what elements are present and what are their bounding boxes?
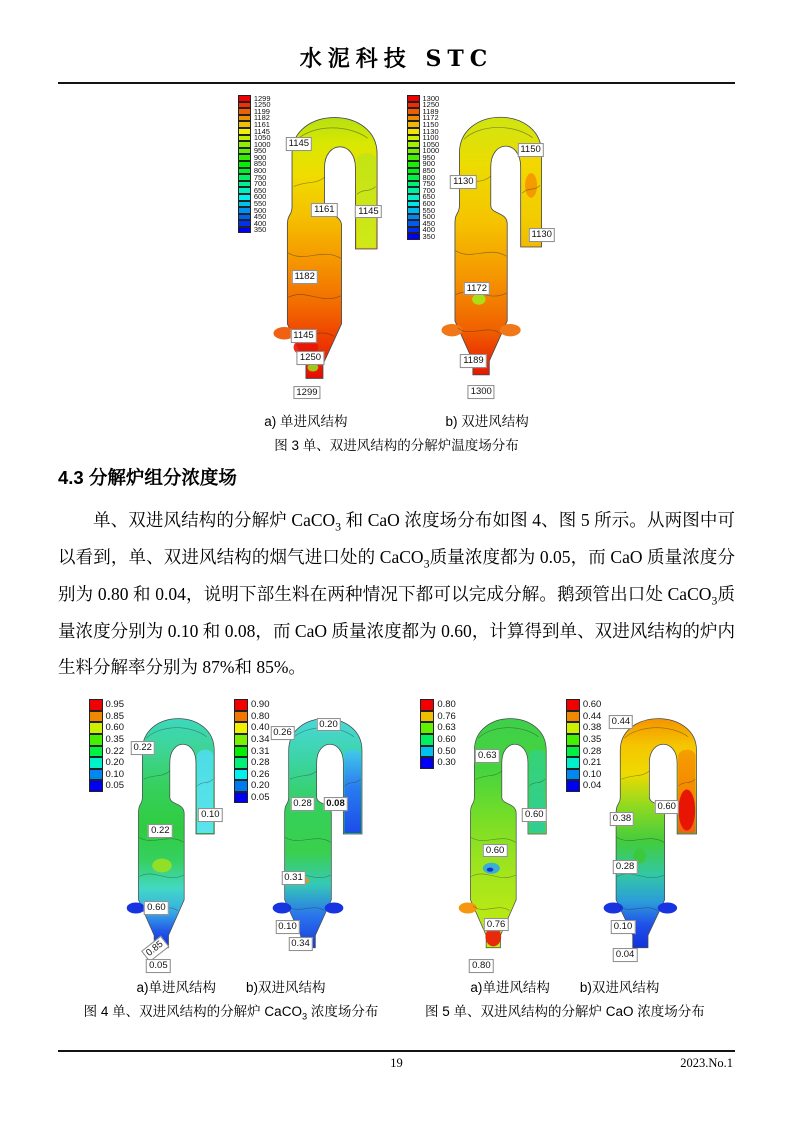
colorbar-tick: 850 <box>422 166 436 176</box>
colorbar-row <box>89 722 125 734</box>
colorbar-tick: 1050 <box>253 133 271 143</box>
colorbar-tick: 550 <box>422 205 436 215</box>
colorbar-swatch <box>238 154 251 161</box>
colorbar-tick: 0.10 <box>105 768 124 780</box>
contour-label: 0.20 <box>316 718 341 732</box>
colorbar-tick: 700 <box>422 185 436 195</box>
colorbar-swatch <box>238 187 251 194</box>
air-inlet-wing <box>658 903 677 914</box>
contour-label: 0.38 <box>610 812 635 826</box>
colorbar-swatch <box>238 115 251 122</box>
colorbar-fig4a <box>89 699 125 792</box>
figure3-subcaptions <box>0 410 793 430</box>
colorbar-tick: 0.50 <box>437 745 456 757</box>
colorbar-tick: 0.05 <box>251 791 270 803</box>
colorbar-row <box>566 780 602 792</box>
colorbar-swatch <box>407 207 420 214</box>
figure4-title-text: 浓度场分布 <box>307 1004 379 1020</box>
figure4-caption-b: b)双进风结构 <box>246 980 326 996</box>
colorbar-swatch <box>238 194 251 201</box>
colorbar-row <box>420 699 456 711</box>
figure4-panel-b <box>234 697 374 971</box>
colorbar-tick: 350 <box>422 232 436 242</box>
contour-label: 1145 <box>355 205 381 219</box>
colorbar-row <box>420 734 456 746</box>
colorbar-swatch <box>407 187 420 194</box>
colorbar-swatch <box>89 711 103 723</box>
air-inlet-wing <box>272 903 291 914</box>
colorbar-tick: 0.60 <box>582 699 602 711</box>
contour-label: 0.63 <box>475 749 500 763</box>
colorbar-tick: 1150 <box>422 119 439 129</box>
colorbar-row <box>89 769 125 781</box>
colorbar-tick: 500 <box>422 212 436 222</box>
colorbar-swatch <box>566 769 580 781</box>
colorbar-swatch <box>407 102 420 109</box>
contour-label: 0.10 <box>611 920 636 934</box>
colorbar-row <box>234 757 270 769</box>
colorbar-tick: 0.30 <box>437 757 456 769</box>
contour-label: 1145 <box>286 138 312 152</box>
colorbar-tick: 0.31 <box>251 745 270 757</box>
colorbar-tick: 950 <box>422 152 436 162</box>
colorbar-row <box>566 734 602 746</box>
subscript: 3 <box>423 556 430 571</box>
colorbar-tick: 0.35 <box>582 733 602 745</box>
colorbar-tick: 900 <box>253 152 267 162</box>
colorbar-tick: 500 <box>253 205 267 215</box>
colorbar-tick: 1250 <box>422 100 440 110</box>
contour-label: 1172 <box>464 282 490 296</box>
colorbar-swatch <box>407 233 420 240</box>
figure4-title-text: 图 4 单、双进风结构的分解炉 CaCO <box>83 1004 302 1020</box>
colorbar-swatch <box>420 746 434 758</box>
page-header <box>0 0 793 73</box>
contour-plot-fig3b <box>443 93 555 401</box>
colorbar-row <box>566 769 602 781</box>
colorbar-tick: 0.35 <box>105 733 124 745</box>
contour-label: 1250 <box>297 351 324 365</box>
contour-label: 1145 <box>290 329 316 343</box>
colorbar-row <box>234 769 270 781</box>
figure5-title: 图 5 单、双进风结构的分解炉 CaO 浓度场分布 <box>424 1004 705 1020</box>
colorbar-tick: 0.63 <box>437 722 456 734</box>
colorbar-tick: 1050 <box>422 139 440 149</box>
colorbar-tick: 900 <box>422 159 436 169</box>
colorbar-swatch <box>566 699 580 711</box>
colorbar-swatch <box>238 207 251 214</box>
colorbar-tick: 1299 <box>253 93 271 103</box>
issue-number: 2023.No.1 <box>680 1056 733 1070</box>
contour-label: 1299 <box>293 386 320 400</box>
colorbar-swatch <box>407 181 420 188</box>
colorbar-swatch <box>89 746 103 758</box>
colorbar-tick: 0.95 <box>105 699 124 711</box>
colorbar-tick: 600 <box>422 199 436 209</box>
colorbar-swatch <box>407 95 420 102</box>
colorbar-tick: 750 <box>253 172 267 182</box>
colorbar-row <box>234 699 270 711</box>
colorbar-swatch <box>238 168 251 175</box>
colorbar-row <box>566 699 602 711</box>
contour-label: 0.08 <box>323 797 348 811</box>
colorbar-swatch <box>238 214 251 221</box>
contour-plot-fig4b <box>274 697 374 971</box>
colorbar-swatch <box>89 699 103 711</box>
contour-label: 0.26 <box>270 726 295 740</box>
colorbar-row <box>89 699 125 711</box>
air-inlet-wing <box>500 324 521 336</box>
colorbar-swatch <box>407 214 420 221</box>
colorbar-tick: 0.26 <box>251 768 270 780</box>
colorbar-fig5a <box>420 699 456 769</box>
subscript: 3 <box>335 519 342 534</box>
colorbar-swatch <box>89 757 103 769</box>
figure4-subcaptions <box>136 976 325 996</box>
colorbar-tick: 550 <box>253 199 267 209</box>
colorbar-tick: 0.38 <box>582 722 602 734</box>
colorbar-swatch <box>89 769 103 781</box>
figure5-caption-a: a)单进风结构 <box>470 980 550 996</box>
colorbar-tick: 0.76 <box>437 710 456 722</box>
section-heading: 4.3 分解炉组分浓度场 <box>58 467 237 488</box>
contour-label: 0.85 <box>142 936 170 962</box>
colorbar-tick: 950 <box>253 146 267 156</box>
colorbar-swatch <box>420 757 434 769</box>
colorbar-swatch <box>234 780 248 792</box>
body-paragraph <box>58 502 735 685</box>
colorbar-tick: 700 <box>253 179 267 189</box>
colorbar-tick: 0.44 <box>582 710 602 722</box>
colorbar-swatch <box>407 194 420 201</box>
colorbar-tick: 650 <box>422 192 436 202</box>
figure3-panel-a <box>238 93 391 405</box>
colorbar-row <box>566 757 602 769</box>
colorbar-row <box>234 722 270 734</box>
colorbar-row <box>234 746 270 758</box>
colorbar-swatch <box>238 135 251 142</box>
colorbar-tick: 0.34 <box>251 733 270 745</box>
colorbar-swatch <box>89 734 103 746</box>
colorbar-tick: 800 <box>253 166 267 176</box>
contour-label: 0.60 <box>654 800 679 814</box>
air-inlet-wing <box>324 903 343 914</box>
colorbar-tick: 0.28 <box>251 757 270 769</box>
colorbar-tick: 450 <box>422 218 436 228</box>
figure4-caption-a: a)单进风结构 <box>136 980 216 996</box>
colorbar-tick: 0.21 <box>582 757 602 769</box>
page-number: 19 <box>390 1056 403 1070</box>
colorbar-tick: 0.10 <box>582 768 602 780</box>
colorbar-row <box>238 227 271 234</box>
colorbar-fig3b <box>407 95 440 240</box>
colorbar-swatch <box>420 734 434 746</box>
contour-label: 1182 <box>291 270 317 284</box>
colorbar-swatch <box>238 95 251 102</box>
contour-plot-fig5a <box>460 697 558 971</box>
colorbar-swatch <box>407 220 420 227</box>
colorbar-tick: 0.60 <box>437 733 456 745</box>
colorbar-swatch <box>234 769 248 781</box>
colorbar-tick: 0.85 <box>105 710 124 722</box>
colorbar-swatch <box>234 711 248 723</box>
air-inlet-wing <box>604 903 623 914</box>
contour-label: 1300 <box>468 385 495 399</box>
colorbar-tick: 0.22 <box>105 745 124 757</box>
colorbar-tick: 0.04 <box>582 780 602 792</box>
colorbar-row <box>420 746 456 758</box>
colorbar-fig3a <box>238 95 271 233</box>
colorbar-swatch <box>407 174 420 181</box>
colorbar-swatch <box>238 161 251 168</box>
colorbar-fig4b <box>234 699 270 803</box>
figure5 <box>420 697 709 1022</box>
colorbar-tick: 0.20 <box>105 757 124 769</box>
colorbar-swatch <box>566 780 580 792</box>
contour-label: 0.34 <box>288 937 313 951</box>
colorbar-tick: 400 <box>253 218 267 228</box>
colorbar-swatch <box>238 174 251 181</box>
colorbar-row <box>566 711 602 723</box>
contour-label: 1130 <box>529 228 555 242</box>
contour-plot-fig3a <box>275 93 391 405</box>
contour-label: 0.28 <box>290 797 315 811</box>
colorbar-swatch <box>234 734 248 746</box>
colorbar-tick: 1199 <box>253 106 270 116</box>
colorbar-swatch <box>407 154 420 161</box>
colorbar-row <box>234 734 270 746</box>
colorbar-tick: 850 <box>253 159 267 169</box>
colorbar-tick: 650 <box>253 185 267 195</box>
colorbar-swatch <box>238 121 251 128</box>
colorbar-swatch <box>420 711 434 723</box>
contour-plot-fig5b <box>605 697 709 971</box>
colorbar-tick: 350 <box>253 225 267 235</box>
contour-label: 0.60 <box>144 901 169 915</box>
contour-label: 1189 <box>460 354 486 368</box>
colorbar-tick: 1189 <box>422 106 439 116</box>
figure3-panel-b <box>407 93 556 405</box>
figure3-caption-b: b) 双进风结构 <box>445 414 529 429</box>
contour-label: 0.60 <box>522 808 547 822</box>
air-inlet-wing <box>127 903 145 914</box>
colorbar-tick: 1161 <box>253 119 270 129</box>
paragraph-segment: 和 CaO 浓度场分布如图 4、图 5 所示。从两图中可以看到，单、双进风结构的烟气进口处的 CaCO <box>58 510 735 568</box>
colorbar-swatch <box>89 722 103 734</box>
colorbar-swatch <box>566 711 580 723</box>
colorbar-swatch <box>566 734 580 746</box>
colorbar-tick: 0.05 <box>105 780 124 792</box>
colorbar-row <box>407 233 440 240</box>
colorbar-swatch <box>420 699 434 711</box>
colorbar-swatch <box>566 746 580 758</box>
paragraph-segment: 质量浓度都为 0.05，而 CaO 质量浓度分别为 0.80 和 0.04，说明下部生料在两种情况下都可以完成分解。鹅颈管出口处 CaCO <box>58 547 736 605</box>
colorbar-tick: 450 <box>253 212 267 222</box>
colorbar-swatch <box>407 135 420 142</box>
figures-4-5 <box>0 697 793 1022</box>
contour-label: 0.76 <box>484 918 509 932</box>
colorbar-swatch <box>234 699 248 711</box>
colorbar-row <box>89 780 125 792</box>
contour-label: 1150 <box>517 143 543 157</box>
colorbar-row <box>89 734 125 746</box>
colorbar-fig5b <box>566 699 602 792</box>
colorbar-row <box>566 746 602 758</box>
figure5-panel-a <box>420 697 558 971</box>
colorbar-tick: 0.80 <box>437 699 456 711</box>
colorbar-swatch <box>234 746 248 758</box>
colorbar-tick: 1000 <box>422 146 440 156</box>
contour-label: 0.28 <box>613 860 638 874</box>
colorbar-row <box>89 746 125 758</box>
colorbar-swatch <box>238 227 251 234</box>
colorbar-swatch <box>238 181 251 188</box>
colorbar-tick: 1250 <box>253 100 271 110</box>
colorbar-swatch <box>238 108 251 115</box>
contour-label: 0.22 <box>148 824 173 838</box>
figure3-caption-a: a) 单进风结构 <box>264 414 348 429</box>
colorbar-swatch <box>407 121 420 128</box>
colorbar-tick: 1145 <box>253 126 270 136</box>
colorbar-row <box>420 757 456 769</box>
figure5-subcaptions <box>470 976 659 996</box>
contour-label: 0.22 <box>130 741 155 755</box>
colorbar-row <box>420 722 456 734</box>
contour-label: 0.31 <box>281 871 306 885</box>
contour-label: 1130 <box>450 175 476 189</box>
contour-plot-fig4a <box>128 697 226 971</box>
header-rule <box>58 82 735 84</box>
figure4 <box>84 697 379 1022</box>
colorbar-swatch <box>238 102 251 109</box>
colorbar-row <box>89 757 125 769</box>
contour-label: 1161 <box>311 203 337 217</box>
colorbar-swatch <box>238 220 251 227</box>
journal-title: 水泥科技 STC <box>299 46 494 72</box>
colorbar-tick: 1000 <box>253 139 271 149</box>
colorbar-tick: 0.60 <box>105 722 124 734</box>
colorbar-swatch <box>89 780 103 792</box>
colorbar-swatch <box>234 792 248 804</box>
colorbar-row <box>234 792 270 804</box>
colorbar-tick: 800 <box>422 172 436 182</box>
colorbar-swatch <box>238 201 251 208</box>
colorbar-swatch <box>234 757 248 769</box>
colorbar-swatch <box>238 128 251 135</box>
contour-label: 0.05 <box>146 959 171 973</box>
figure5-panel-b <box>566 697 710 971</box>
colorbar-tick: 0.28 <box>582 745 602 757</box>
colorbar-swatch <box>407 161 420 168</box>
colorbar-tick: 1130 <box>422 126 439 136</box>
colorbar-tick: 1182 <box>253 113 270 123</box>
paragraph-segment: 质量浓度分别为 0.10 和 0.08，而 CaO 质量浓度都为 0.60，计算得到单、双进风结构的炉内生料分解率分别为 87%和 85%。 <box>58 584 736 678</box>
colorbar-tick: 400 <box>422 225 436 235</box>
contour-label: 0.04 <box>613 948 638 962</box>
figure5-caption-b: b)双进风结构 <box>579 980 660 996</box>
contour-label: 0.10 <box>275 920 300 934</box>
contour-label: 0.10 <box>198 808 223 822</box>
colorbar-swatch <box>238 141 251 148</box>
colorbar-tick: 1300 <box>422 93 440 103</box>
colorbar-swatch <box>407 141 420 148</box>
colorbar-swatch <box>407 168 420 175</box>
contour-label: 0.80 <box>469 959 494 973</box>
colorbar-swatch <box>407 201 420 208</box>
air-inlet-wing <box>459 903 477 914</box>
contour-label: 0.60 <box>483 844 508 858</box>
colorbar-row <box>234 711 270 723</box>
colorbar-tick: 0.20 <box>251 780 270 792</box>
colorbar-swatch <box>420 722 434 734</box>
colorbar-row <box>420 711 456 723</box>
colorbar-swatch <box>407 115 420 122</box>
colorbar-row <box>89 711 125 723</box>
subscript: 3 <box>301 1011 308 1022</box>
calciner-caco3-a <box>128 697 226 971</box>
subscript: 3 <box>711 593 718 608</box>
colorbar-swatch <box>407 108 420 115</box>
colorbar-swatch <box>234 722 248 734</box>
contour-label: 0.44 <box>609 715 634 729</box>
page-footer <box>58 1050 735 1080</box>
colorbar-swatch <box>407 148 420 155</box>
colorbar-tick: 1172 <box>422 113 439 123</box>
colorbar-row <box>234 780 270 792</box>
colorbar-swatch <box>238 148 251 155</box>
colorbar-swatch <box>407 227 420 234</box>
colorbar-row <box>566 722 602 734</box>
paragraph-segment: 单、双进风结构的分解炉 CaCO <box>93 510 336 530</box>
colorbar-tick: 0.40 <box>251 722 270 734</box>
colorbar-swatch <box>407 128 420 135</box>
figure4-title <box>84 1000 379 1022</box>
colorbar-swatch <box>566 722 580 734</box>
air-inlet-wing <box>442 324 463 336</box>
colorbar-tick: 600 <box>253 192 267 202</box>
colorbar-tick: 750 <box>422 179 436 189</box>
figure3 <box>0 93 793 405</box>
figure3-title: 图 3 单、双进风结构的分解炉温度场分布 <box>274 438 519 453</box>
calciner-cao-a <box>460 697 558 971</box>
colorbar-tick: 0.90 <box>251 699 270 711</box>
colorbar-tick: 1100 <box>422 133 439 143</box>
figure4-panel-a <box>89 697 227 971</box>
colorbar-swatch <box>566 757 580 769</box>
colorbar-tick: 0.80 <box>251 710 270 722</box>
